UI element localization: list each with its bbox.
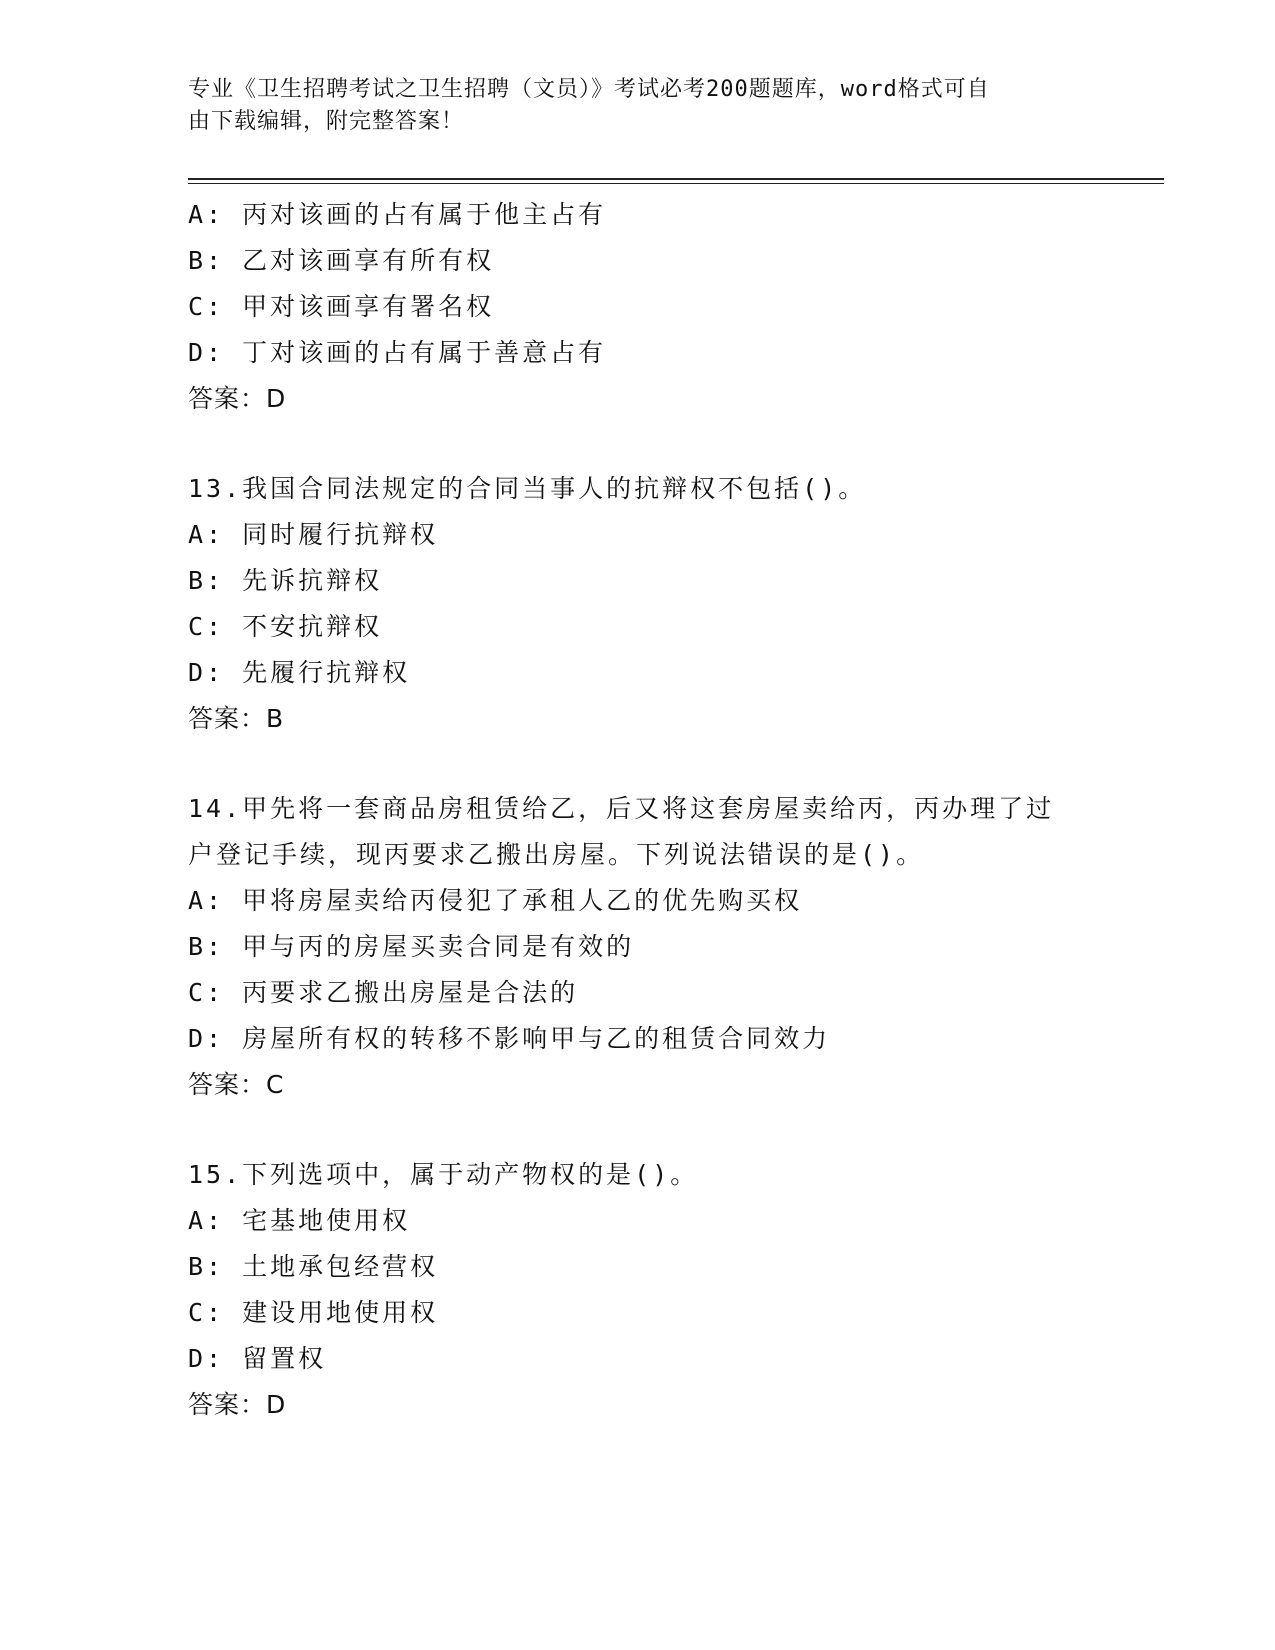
option-a: A: 甲将房屋卖给丙侵犯了承租人乙的优先购买权: [188, 886, 803, 915]
option-b: B: 甲与丙的房屋买卖合同是有效的: [188, 932, 635, 961]
header-line-1: 专业《卫生招聘考试之卫生招聘（文员）》考试必考200题题库，word格式可自: [188, 77, 990, 102]
option-c: C: 建设用地使用权: [188, 1298, 439, 1327]
option-b: B: 土地承包经营权: [188, 1252, 439, 1281]
answer-line: 答案：C: [188, 1070, 285, 1099]
option-c: C: 甲对该画享有署名权: [188, 292, 495, 321]
question-block-12: [188, 192, 1164, 422]
option-a: A: 丙对该画的占有属于他主占有: [188, 200, 607, 229]
answer-line: 答案：D: [188, 1390, 287, 1419]
option-d: D: 丁对该画的占有属于善意占有: [188, 338, 607, 367]
question-block-13: [188, 466, 1164, 742]
question-stem-line-1: 14.甲先将一套商品房租赁给乙，后又将这套房屋卖给丙，丙办理了过: [188, 794, 1055, 823]
answer-line: 答案：D: [188, 384, 287, 413]
option-d: D: 先履行抗辩权: [188, 658, 411, 687]
question-stem: 13.我国合同法规定的合同当事人的抗辩权不包括()。: [188, 474, 867, 503]
question-list: [188, 192, 1164, 1428]
option-b: B: 先诉抗辩权: [188, 566, 383, 595]
option-b: B: 乙对该画享有所有权: [188, 246, 495, 275]
question-stem: 15.下列选项中，属于动产物权的是()。: [188, 1160, 699, 1189]
header-line-2: 由下载编辑，附完整答案！: [188, 109, 465, 134]
document-header: [188, 74, 1088, 138]
question-stem-line-2: 户登记手续，现丙要求乙搬出房屋。下列说法错误的是()。: [188, 840, 925, 869]
option-a: A: 同时履行抗辩权: [188, 520, 439, 549]
question-block-14: [188, 786, 1164, 1108]
option-d: D: 房屋所有权的转移不影响甲与乙的租赁合同效力: [188, 1024, 831, 1053]
answer-line: 答案：B: [188, 704, 285, 733]
option-d: D: 留置权: [188, 1344, 327, 1373]
option-c: C: 丙要求乙搬出房屋是合法的: [188, 978, 579, 1007]
option-a: A: 宅基地使用权: [188, 1206, 411, 1235]
question-block-15: [188, 1152, 1164, 1428]
header-divider-thin: [188, 183, 1164, 184]
option-c: C: 不安抗辩权: [188, 612, 383, 641]
header-divider-thick: [188, 178, 1164, 180]
